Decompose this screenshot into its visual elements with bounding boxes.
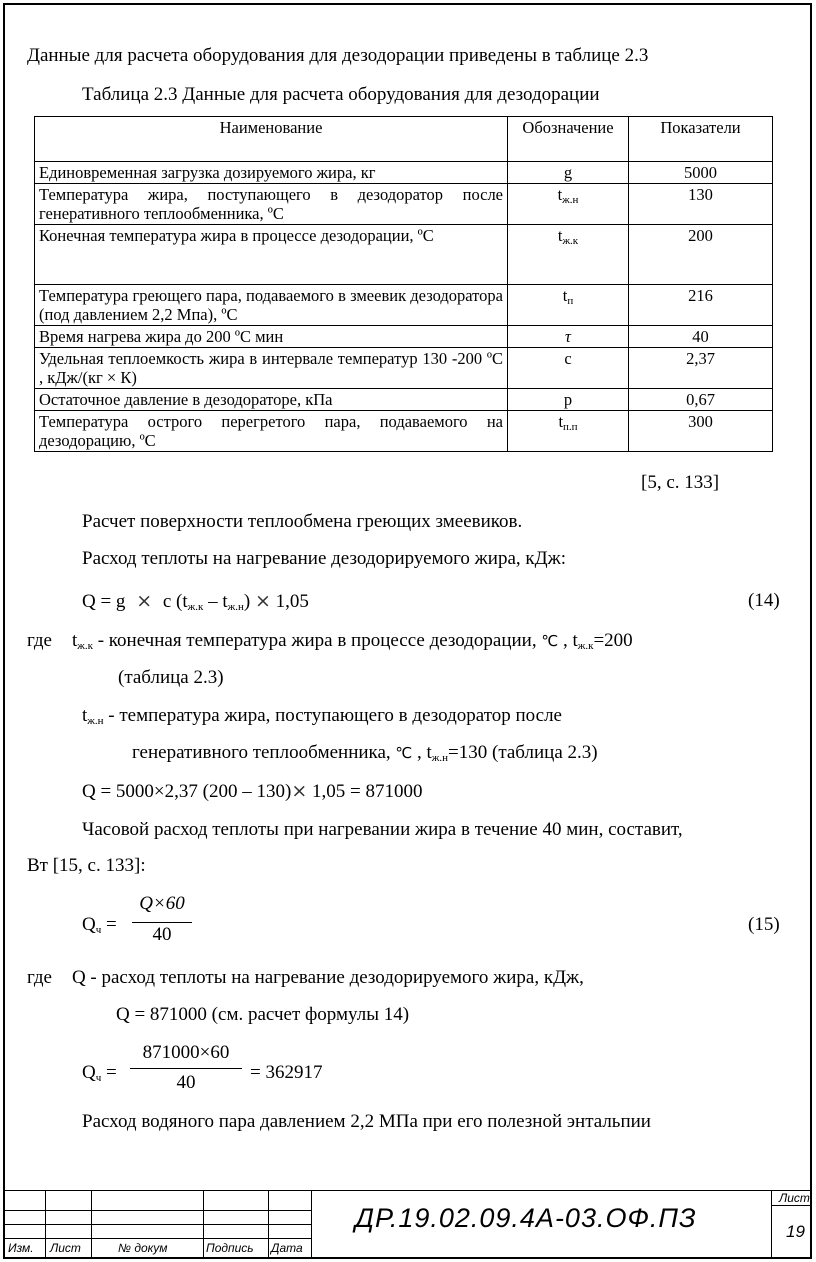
row-name: Остаточное давление в дезодораторе, кПа [35,389,508,411]
calc-14: Q = 5000×2,37 (200 – 130)× 1,05 = 871000 [82,780,423,802]
times-icon: × [291,780,308,802]
table-header-row [35,117,773,162]
title-block [3,1190,812,1259]
intro-text: Данные для расчета оборудования для дезодорации приведены в таблице 2.3 [27,45,649,66]
table-row [35,184,773,225]
hourly-line-1: Часовой расход теплоты при нагревании жира в течение 40 мин, составит, [82,819,683,840]
header-value: Показатели [629,117,773,162]
fraction-denominator: 40 [176,1072,196,1093]
stamp-label-izm: Изм. [8,1241,34,1255]
stamp-label-date: Дата [271,1241,303,1255]
row-value: 200 [629,225,773,285]
calc-15-lhs: $Q_ч$ = [82,1062,117,1084]
row-value: 2,37 [629,348,773,389]
formula-14-number: (14) [748,590,780,611]
table-row [35,348,773,389]
stamp-label-doc: № докум [118,1241,168,1255]
table-row [35,225,773,285]
table-row [35,326,773,348]
row-name: Единовременная загрузка дозируемого жира, кг [35,162,508,184]
row-name: Температура жира, поступающего в дезодоратор после генеративного теплообменника, ºС [35,184,508,225]
row-value: 216 [629,285,773,326]
formula-15-lhs: $Q_ч$ = [82,914,117,936]
row-name: Температура острого перегретого пара, подаваемого на дезодорацию, ºС [35,411,508,452]
row-symbol: τ [508,326,629,348]
table-row [35,285,773,326]
times-icon: × [254,590,271,612]
table-source: [5, с. 133] [641,472,720,493]
formula-14: Q = g × c $(t_{ж.к} - t_{ж.н}) \times 1,05$ [82,590,309,613]
row-value: 40 [629,326,773,348]
stamp-label-sign: Подпись [206,1241,254,1255]
where-1-ref: (таблица 2.3) [118,667,224,688]
row-symbol: c [508,348,629,389]
row-value: 130 [629,184,773,225]
table-caption: Таблица 2.3 Данные для расчета оборудования для дезодорации [82,84,600,105]
row-value: 300 [629,411,773,452]
formula-15-number: (15) [748,914,780,935]
where-3: где Q - расход теплоты на нагревание дезодорируемого жира, кДж, [27,967,584,988]
row-name: Удельная теплоемкость жира в интервале температур 130 -200 ºС , кДж/(кг × К) [35,348,508,389]
row-value: 0,67 [629,389,773,411]
row-symbol: $t_{п.п}$ [508,411,629,452]
header-symbol: Обозначение [508,117,629,162]
row-symbol: g [508,162,629,184]
times-icon: × [136,590,153,612]
calc-15-fraction [130,1042,242,1098]
row-symbol: $t_{ж.к}$ [508,225,629,285]
row-symbol: $t_п$ [508,285,629,326]
hourly-line-2: Вт [15, с. 133]: [27,855,146,876]
row-symbol: p [508,389,629,411]
sheet-label: Лист [779,1191,810,1205]
section-title: Расчет поверхности теплообмена греющих змеевиков. [82,511,523,532]
where-2: $t_{ж.н}$ - температура жира, поступающего в дезодоратор после [82,705,562,727]
table-row [35,389,773,411]
document-code: ДР.19.02.09.4А-03.ОФ.ПЗ [355,1203,697,1233]
heat-intro: Расход теплоты на нагревание дезодорируемого жира, кДж: [82,548,566,569]
where-3-line2: Q = 871000 (см. расчет формулы 14) [116,1004,410,1025]
fraction-numerator: 871000×60 [142,1042,230,1063]
row-name: Время нагрева жира до 200 ºС мин [35,326,508,348]
table-row [35,162,773,184]
header-name: Наименование [35,117,508,162]
celsius-icon: ℃ [395,744,413,762]
row-name: Конечная температура жира в процессе дезодорации, ºС [35,225,508,285]
fraction-denominator: 40 [152,924,172,945]
fraction-numerator: Q×60 [139,893,185,914]
table-row [35,411,773,452]
sheet-number: 19 [786,1222,805,1241]
formula-15-fraction [132,893,192,949]
row-symbol: $t_{ж.н}$ [508,184,629,225]
celsius-icon: ℃ [541,632,559,650]
calc-15-result: = 362917 [250,1062,323,1083]
row-value: 5000 [629,162,773,184]
stamp-label-list: Лист [50,1241,81,1255]
data-table [34,116,773,452]
where-2-line2: генеративного теплообменника, ℃ , $t_{ж.н}=130$ (таблица 2.3) [132,742,598,764]
row-name: Температура греющего пара, подаваемого в змеевик дезодоратора (под давлением 2,2 Мпа), ºС [35,285,508,326]
where-1: где $t_{ж.к}$ - конечная температура жира в процессе дезодорации, ℃ , $t_{ж.к}=200$ [27,630,633,652]
steam-line: Расход водяного пара давлением 2,2 МПа при его полезной энтальпии [82,1111,651,1132]
